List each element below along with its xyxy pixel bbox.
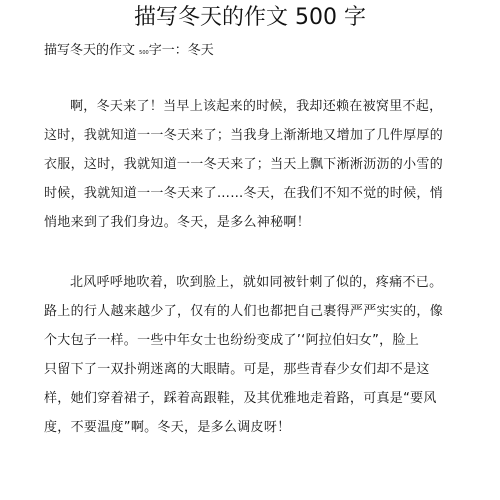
document-subtitle bbox=[44, 42, 214, 62]
paragraph-line: 路上的行人越来越少了，仅有的人们也都把自己裹得严严实实的，像 bbox=[44, 304, 444, 319]
paragraph-line: 只留下了一双扑朔迷离的大眼睛。可是，那些青春少女们却不是这 bbox=[44, 362, 430, 377]
paragraph-1 bbox=[44, 92, 464, 237]
subtitle-suffix: 字一：冬天 bbox=[148, 43, 214, 58]
paragraph-line: 悄地来到了我们身边。冬天，是多么神秘啊！ bbox=[44, 215, 311, 230]
paragraph-line: 度，不要温度”啊。冬天，是多么调皮呀！ bbox=[44, 420, 291, 435]
paragraph-line: 个大包子一样。一些中年女士也纷纷变成了’‘阿拉伯妇女”，脸上 bbox=[44, 333, 419, 348]
paragraph-line: 北风呼呼地吹着，吹到脸上，就如同被针刺了似的，疼痛不已。 bbox=[70, 275, 443, 290]
paragraph-line: 衣服，这时，我就知道一一冬天来了；当天上飘下淅淅沥沥的小雪的 bbox=[44, 157, 444, 172]
paragraph-line: 样，她们穿着裙子，踩着高跟鞋，及其优雅地走着路，可真是“要风 bbox=[44, 391, 437, 406]
paragraph-2 bbox=[44, 268, 464, 442]
paragraph-line: 这时，我就知道一一冬天来了；当我身上渐渐地又增加了几件厚厚的 bbox=[44, 128, 444, 143]
paragraph-line: 时候，我就知道一一冬天来了……冬天，在我们不知不觉的时候，悄 bbox=[44, 186, 444, 201]
subtitle-prefix: 描写冬天的作文 bbox=[44, 43, 140, 58]
document-title: 描写冬天的作文 500 字 bbox=[134, 5, 366, 30]
paragraph-line: 啊，冬天来了！当早上该起来的时候，我却还赖在被窝里不起， bbox=[70, 99, 443, 114]
subtitle-small-number: 500 bbox=[139, 50, 149, 56]
